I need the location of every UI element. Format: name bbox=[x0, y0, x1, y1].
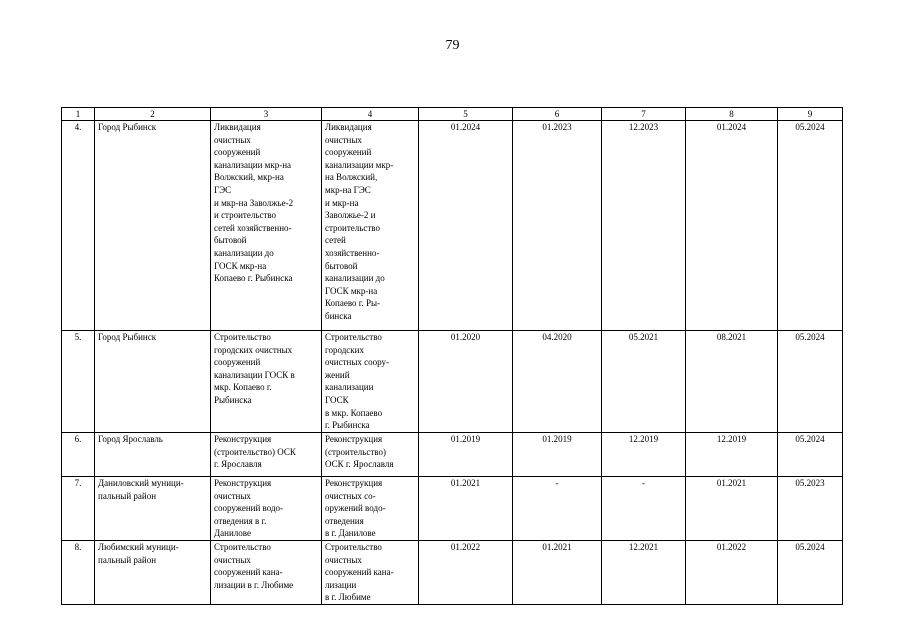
date-cell: 01.2024 bbox=[686, 121, 778, 331]
municipality-cell: Город Ярославль bbox=[95, 433, 211, 477]
date-cell: 05.2024 bbox=[778, 541, 843, 605]
date-cell: 01.2023 bbox=[513, 121, 602, 331]
column-header: 3 bbox=[211, 108, 322, 121]
project-name-cell: Ликвидация очистных сооружений канализации мкр-на Волжский, мкр-на ГЭС и мкр-на Заволжье-2 и строительство сетей хозяйственно- бытовой канализации до ГОСК мкр-на Копаево г. Рыбинска bbox=[211, 121, 322, 331]
object-name-cell: Ликвидация очистных сооружений канализации мкр- на Волжский, мкр-на ГЭС и мкр-на Заволжье-2 и строительство сетей хозяйственно- бытовой канализации до ГОСК мкр-на Копаево г. Ры- бинска bbox=[322, 121, 419, 331]
municipality-cell: Даниловский муници- пальный район bbox=[95, 477, 211, 541]
column-header: 8 bbox=[686, 108, 778, 121]
row-number: 6. bbox=[62, 433, 95, 477]
table-row bbox=[62, 331, 843, 433]
header-row bbox=[62, 108, 843, 121]
date-cell: 05.2024 bbox=[778, 121, 843, 331]
table-body bbox=[62, 121, 843, 605]
column-header: 2 bbox=[95, 108, 211, 121]
date-cell: 01.2022 bbox=[419, 541, 513, 605]
data-table bbox=[61, 107, 843, 605]
object-name-cell: Реконструкция (строительство) ОСК г. Ярославля bbox=[322, 433, 419, 477]
object-name-cell: Реконструкция очистных со- оружений водо- отведения в г. Данилове bbox=[322, 477, 419, 541]
project-name-cell: Реконструкция (строительство) ОСК г. Ярославля bbox=[211, 433, 322, 477]
date-cell: - bbox=[602, 477, 686, 541]
column-header: 5 bbox=[419, 108, 513, 121]
table-row bbox=[62, 541, 843, 605]
municipality-cell: Город Рыбинск bbox=[95, 121, 211, 331]
table-row bbox=[62, 433, 843, 477]
date-cell: 01.2024 bbox=[419, 121, 513, 331]
object-name-cell: Строительство городских очистных соору- жений канализации ГОСК в мкр. Копаево г. Рыбинска bbox=[322, 331, 419, 433]
row-number: 7. bbox=[62, 477, 95, 541]
date-cell: 01.2019 bbox=[513, 433, 602, 477]
column-header: 7 bbox=[602, 108, 686, 121]
date-cell: 01.2019 bbox=[419, 433, 513, 477]
column-header: 4 bbox=[322, 108, 419, 121]
date-cell: 05.2024 bbox=[778, 331, 843, 433]
page-number: 79 bbox=[445, 38, 460, 53]
date-cell: 05.2021 bbox=[602, 331, 686, 433]
object-name-cell: Строительство очистных сооружений кана- лизации в г. Любиме bbox=[322, 541, 419, 605]
date-cell: 01.2021 bbox=[686, 477, 778, 541]
date-cell: 05.2024 bbox=[778, 433, 843, 477]
municipality-cell: Любимский муници- пальный район bbox=[95, 541, 211, 605]
project-name-cell: Строительство очистных сооружений кана- лизации в г. Любиме bbox=[211, 541, 322, 605]
date-cell: 12.2023 bbox=[602, 121, 686, 331]
date-cell: 12.2019 bbox=[602, 433, 686, 477]
date-cell: 01.2022 bbox=[686, 541, 778, 605]
date-cell: 04.2020 bbox=[513, 331, 602, 433]
column-header: 9 bbox=[778, 108, 843, 121]
row-number: 8. bbox=[62, 541, 95, 605]
project-name-cell: Строительство городских очистных сооружений канализации ГОСК в мкр. Копаево г. Рыбинска bbox=[211, 331, 322, 433]
municipality-cell: Город Рыбинск bbox=[95, 331, 211, 433]
date-cell: 08.2021 bbox=[686, 331, 778, 433]
row-number: 4. bbox=[62, 121, 95, 331]
date-cell: 01.2020 bbox=[419, 331, 513, 433]
column-header: 6 bbox=[513, 108, 602, 121]
row-number: 5. bbox=[62, 331, 95, 433]
column-header: 1 bbox=[62, 108, 95, 121]
table-row bbox=[62, 121, 843, 331]
date-cell: 01.2021 bbox=[419, 477, 513, 541]
date-cell: 12.2019 bbox=[686, 433, 778, 477]
project-name-cell: Реконструкция очистных сооружений водо- отведения в г. Данилове bbox=[211, 477, 322, 541]
date-cell: 05.2023 bbox=[778, 477, 843, 541]
date-cell: - bbox=[513, 477, 602, 541]
table-row bbox=[62, 477, 843, 541]
table-header bbox=[62, 108, 843, 121]
date-cell: 12.2021 bbox=[602, 541, 686, 605]
date-cell: 01.2021 bbox=[513, 541, 602, 605]
